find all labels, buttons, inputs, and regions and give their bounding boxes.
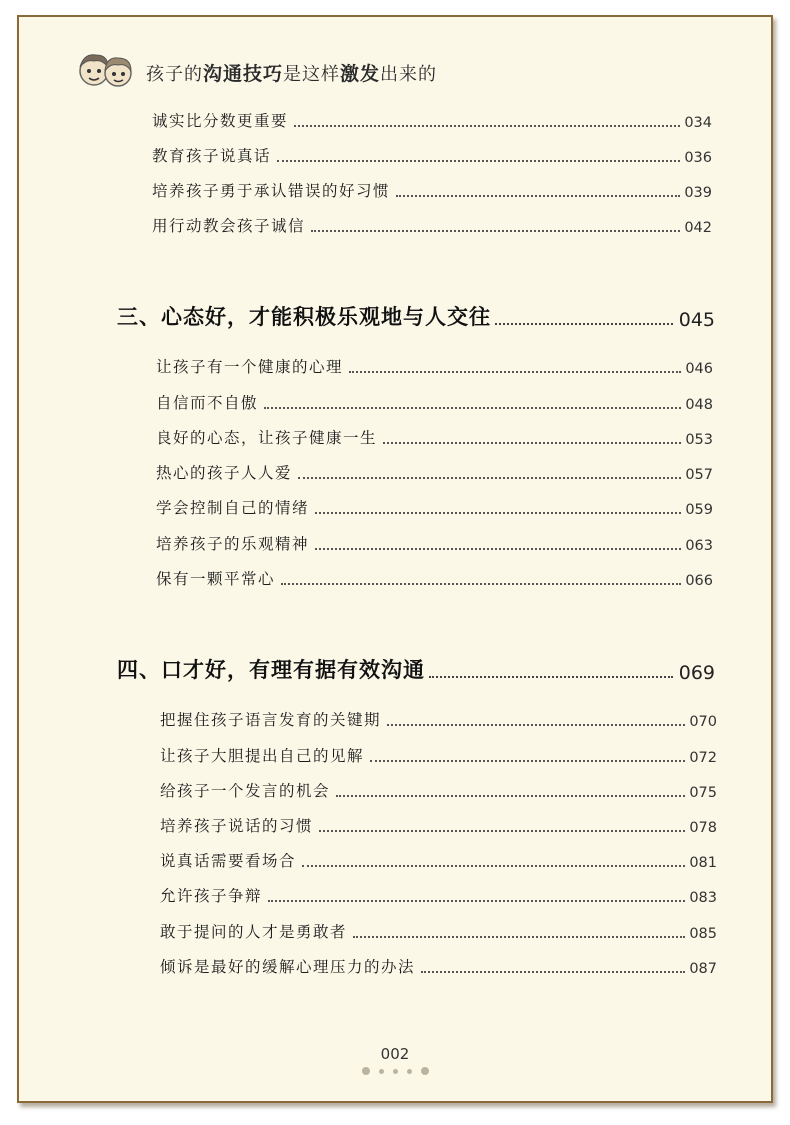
toc-entry[interactable]: 让孩子大胆提出自己的见解 072 xyxy=(160,747,717,766)
toc-entry[interactable]: 倾诉是最好的缓解心理压力的办法 087 xyxy=(160,958,717,977)
toc-entry[interactable]: 自信而不自傲 048 xyxy=(156,394,713,413)
toc-entry[interactable]: 让孩子有一个健康的心理 046 xyxy=(156,358,713,377)
toc-entry[interactable]: 学会控制自己的情绪 059 xyxy=(156,499,713,518)
kids-logo-icon xyxy=(74,49,138,95)
toc-section-heading[interactable]: 三、心态好，才能积极乐观地与人交往 045 xyxy=(117,305,715,331)
toc-entry[interactable]: 良好的心态，让孩子健康一生 053 xyxy=(156,429,713,448)
toc-entry[interactable]: 用行动教会孩子诚信 042 xyxy=(152,217,712,236)
toc-entry[interactable]: 保有一颗平常心 066 xyxy=(156,570,713,589)
toc-entry[interactable]: 教育孩子说真话 036 xyxy=(152,147,712,166)
book-page xyxy=(17,15,773,1103)
toc-entry[interactable]: 培养孩子的乐观精神 063 xyxy=(156,535,713,554)
toc-entry[interactable]: 把握住孩子语言发育的关键期 070 xyxy=(160,711,717,730)
toc-entry[interactable]: 热心的孩子人人爱 057 xyxy=(156,464,713,483)
toc-entry[interactable]: 敢于提问的人才是勇敢者 085 xyxy=(160,923,717,942)
page-number: 002 xyxy=(380,1045,410,1063)
toc-entry[interactable]: 培养孩子说话的习惯 078 xyxy=(160,817,717,836)
toc-entry[interactable]: 允许孩子争辩 083 xyxy=(160,887,717,906)
toc-section-heading[interactable]: 四、口才好，有理有据有效沟通 069 xyxy=(117,658,715,684)
book-title: 孩子的沟通技巧是这样激发出来的 xyxy=(146,62,438,85)
footer-dots-ornament xyxy=(19,1067,771,1075)
running-header xyxy=(74,49,437,95)
toc-entry[interactable]: 给孩子一个发言的机会 075 xyxy=(160,782,717,801)
page-footer xyxy=(19,1045,771,1075)
toc-entry[interactable]: 培养孩子勇于承认错误的好习惯 039 xyxy=(152,182,712,201)
toc-entry[interactable]: 说真话需要看场合 081 xyxy=(160,852,717,871)
toc-entry[interactable]: 诚实比分数更重要 034 xyxy=(152,112,712,131)
